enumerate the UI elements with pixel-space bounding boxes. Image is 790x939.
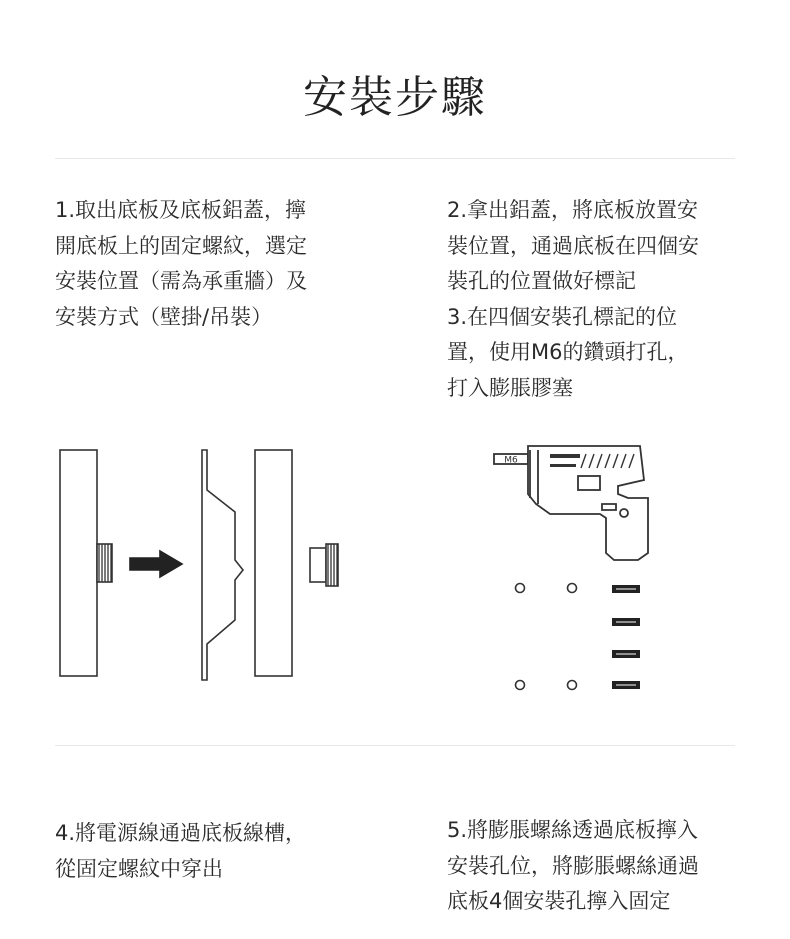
- step-2-text: 2.拿出鋁蓋，將底板放置安 裝位置，通過底板在四個安 裝孔的位置做好標記: [447, 198, 699, 293]
- divider-middle: [55, 745, 735, 746]
- step-1-text: 1.取出底板及底板鋁蓋，擰 開底板上的固定螺紋，選定 安裝位置（需為承重牆）及 安裝方式（壁掛/吊裝）: [55, 198, 307, 329]
- step-3-text: 3.在四個安裝孔標記的位 置，使用M6的鑽頭打孔， 打入膨脹膠塞: [447, 304, 689, 400]
- drill-bit-label: M6: [504, 455, 518, 466]
- step-5-text: 5.將膨脹螺絲透過底板擰入 安裝孔位，將膨脹螺絲通過 底板4個安裝孔擰入固定: [447, 818, 699, 913]
- step-4-text: 4.將電源線通過底板線槽， 從固定螺紋中穿出: [55, 821, 307, 881]
- page-title: 安裝步驟: [303, 72, 487, 123]
- divider-top: [55, 158, 735, 159]
- mounting-plate-assembly-icon: [55, 440, 355, 690]
- drill-and-wall-plugs-icon: [490, 438, 690, 698]
